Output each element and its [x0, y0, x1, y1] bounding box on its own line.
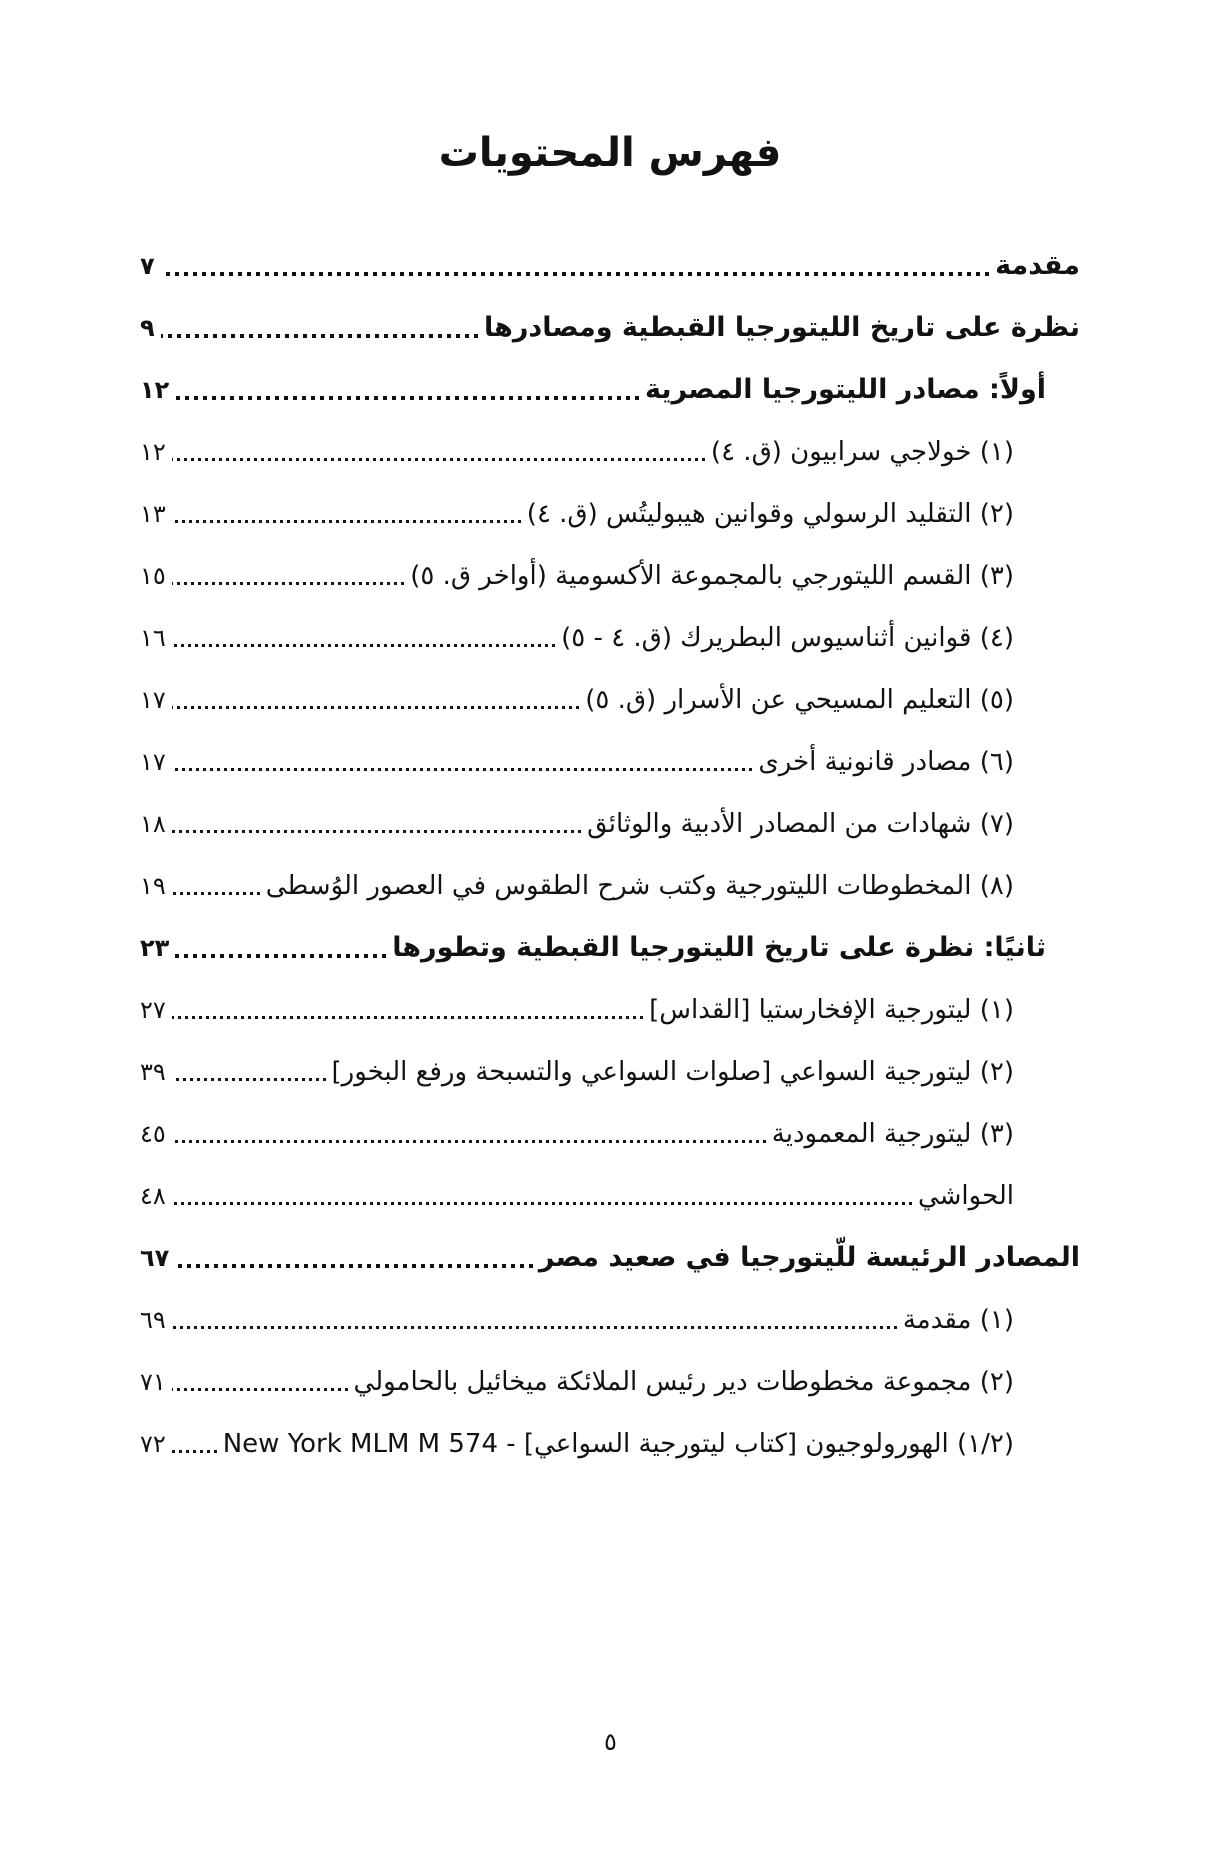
dot-leader	[172, 1202, 912, 1205]
toc-entry-page: ٧٢	[140, 1430, 166, 1459]
toc-entry-page: ١٥	[140, 562, 166, 591]
toc-entry-page: ٧	[140, 252, 155, 281]
toc-entry-label: (١) خولاجي سرابيون (ق. ٤)	[710, 436, 1014, 467]
toc-entry-label: (٤) قوانين أثناسيوس البطريرك (ق. ٤ - ٥)	[561, 622, 1014, 653]
dot-leader	[172, 1388, 348, 1391]
toc-entry	[140, 966, 1080, 1028]
dot-leader	[172, 768, 753, 771]
toc-entry	[140, 594, 1080, 656]
toc-entry-label: الحواشي	[917, 1180, 1014, 1211]
dot-leader	[172, 458, 705, 461]
toc-entry-page: ٦٩	[140, 1306, 166, 1335]
dot-leader	[172, 644, 555, 647]
toc-entry	[140, 780, 1080, 842]
toc-entry	[140, 656, 1080, 718]
toc-entry	[140, 284, 1080, 346]
toc-entry-label: نظرة على تاريخ الليتورجيا القبطية ومصادرها	[484, 311, 1080, 343]
toc-entry-page: ٣٩	[140, 1058, 166, 1087]
toc-entry-label: (٥) التعليم المسيحي عن الأسرار (ق. ٥)	[585, 684, 1014, 715]
toc-entry-label: أولاً: مصادر الليتورجيا المصرية	[645, 373, 1046, 405]
toc-entry	[140, 904, 1080, 966]
toc-entry	[140, 470, 1080, 532]
toc-entry-page: ١٨	[140, 810, 166, 839]
toc-entry-label: (٣) القسم الليتورجي بالمجموعة الأكسومية (أواخر ق. ٥)	[410, 560, 1014, 591]
toc-entry-label: (١) مقدمة	[902, 1304, 1014, 1335]
toc-entry-page: ٦٧	[140, 1244, 170, 1273]
toc-entry-label: (٢) ليتورجية السواعي [صلوات السواعي والتسبحة ورفع البخور]	[331, 1056, 1014, 1087]
toc-entry	[140, 1276, 1080, 1338]
dot-leader	[172, 1450, 217, 1453]
dot-leader	[172, 706, 579, 709]
toc-entry	[140, 1152, 1080, 1214]
toc-entry-page: ١٢	[140, 438, 166, 467]
toc-entry	[140, 842, 1080, 904]
toc-entry-label: المصادر الرئيسة للّيتورجيا في صعيد مصر	[538, 1241, 1080, 1273]
toc-entry	[140, 718, 1080, 780]
toc-entry	[140, 1214, 1080, 1276]
toc-entry	[140, 1028, 1080, 1090]
toc-entry-label: (٧) شهادات من المصادر الأدبية والوثائق	[587, 808, 1014, 839]
dot-leader	[172, 520, 521, 523]
toc-entry-label: ثانيًا: نظرة على تاريخ الليتورجيا القبطية وتطورها	[392, 931, 1046, 963]
toc-entry	[140, 408, 1080, 470]
toc-entry	[140, 1338, 1080, 1400]
page-title: فهرس المحتويات	[438, 130, 782, 176]
toc-entry-page: ٩	[140, 314, 155, 343]
dot-leader	[172, 1140, 766, 1143]
toc-entry-page: ١٣	[140, 500, 166, 529]
dot-leader	[175, 1264, 533, 1268]
toc-entry-label: (٦) مصادر قانونية أخرى	[758, 746, 1014, 777]
toc-entry	[140, 532, 1080, 594]
toc-entry-page: ٤٥	[140, 1120, 166, 1149]
toc-entry-page: ٧١	[140, 1368, 166, 1397]
toc-entry-label: مقدمة	[995, 249, 1080, 281]
dot-leader	[172, 892, 260, 895]
toc-entry-label: (٣) ليتورجية المعمودية	[771, 1118, 1014, 1149]
toc-entry-page: ١٩	[140, 872, 166, 901]
dot-leader	[172, 1326, 897, 1329]
toc-entry-page: ٤٨	[140, 1182, 166, 1211]
dot-leader	[172, 1016, 643, 1019]
toc-entry	[140, 1090, 1080, 1152]
toc-entry	[140, 1400, 1080, 1462]
dot-leader	[172, 1078, 326, 1081]
toc-entry-page: ١٧	[140, 686, 166, 715]
toc-entry-page: ١٧	[140, 748, 166, 777]
toc-entry-page: ١٢	[140, 376, 170, 405]
toc-entry-label: (٢) مجموعة مخطوطات دير رئيس الملائكة ميخائيل بالحامولي	[353, 1366, 1014, 1397]
page-number-footer: ٥	[604, 1728, 617, 1756]
toc-entry-page: ٢٣	[140, 934, 170, 963]
toc-entry-page: ٢٧	[140, 996, 166, 1025]
toc-entry	[140, 346, 1080, 408]
dot-leader	[175, 954, 386, 958]
dot-leader	[161, 334, 478, 338]
toc-entry-page: ١٦	[140, 624, 166, 653]
toc-entry-label: (١/٢) الهورولوجيون [كتاب ليتورجية السواعي] - New York MLM M 574	[222, 1428, 1014, 1459]
dot-leader	[172, 582, 404, 585]
toc-entry-label: (١) ليتورجية الإفخارستيا [القداس]	[649, 994, 1014, 1025]
toc-entry-label: (٢) التقليد الرسولي وقوانين هيبوليتُس (ق. ٤)	[526, 498, 1014, 529]
dot-leader	[161, 272, 990, 276]
dot-leader	[175, 396, 639, 400]
toc-entry-label: (٨) المخطوطات الليتورجية وكتب شرح الطقوس في العصور الوُسطى	[265, 870, 1014, 901]
table-of-contents	[140, 222, 1080, 1462]
toc-entry	[140, 222, 1080, 284]
dot-leader	[172, 830, 581, 833]
